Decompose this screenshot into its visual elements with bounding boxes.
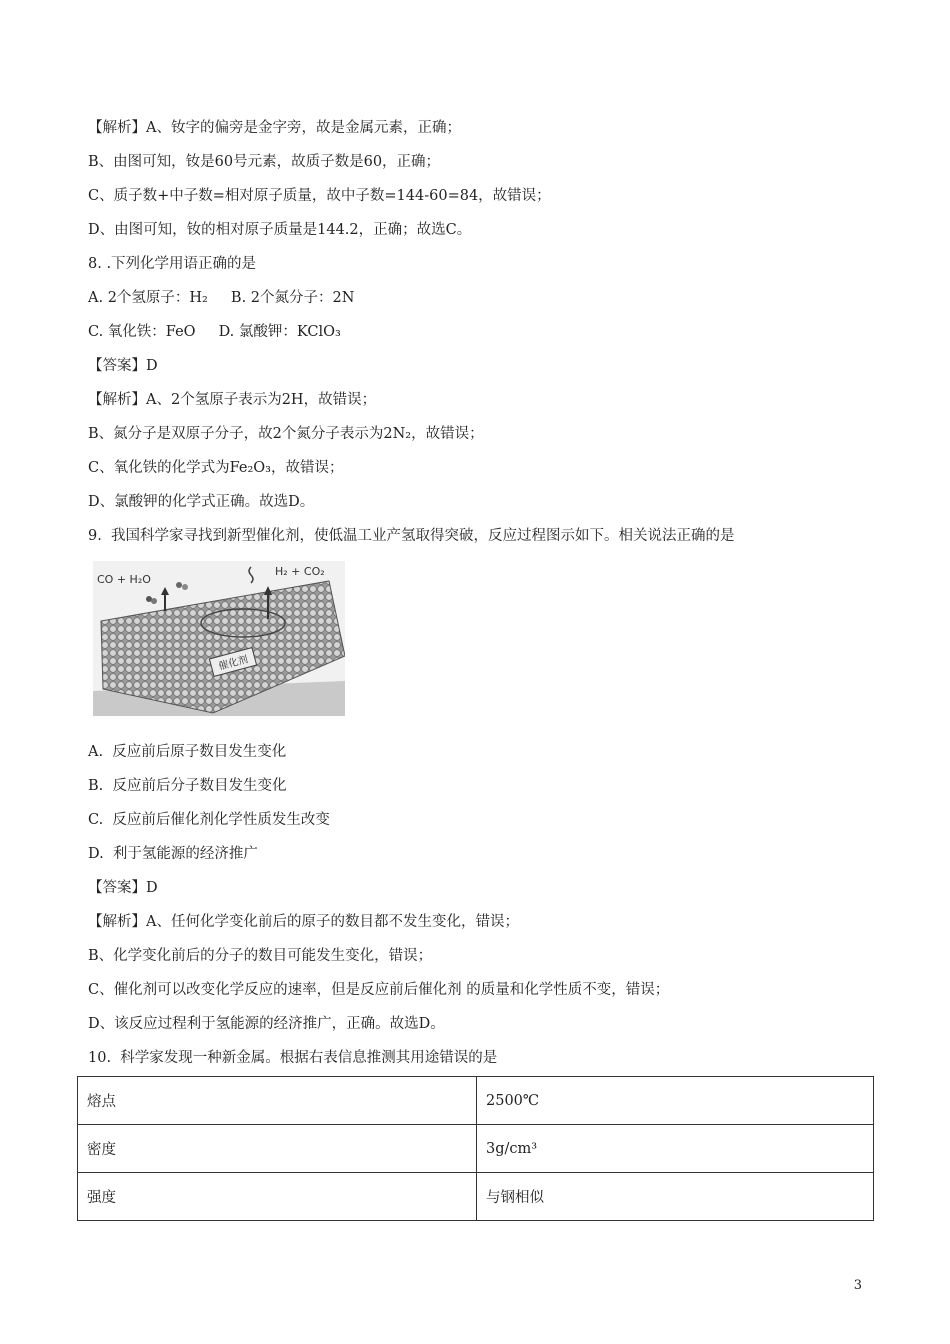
question-9-option-d: D. 利于氢能源的经济推广 [88, 846, 258, 862]
question-8-stem: 8. .下列化学用语正确的是 [88, 256, 257, 272]
line-analysis-7a: 【解析】A、钕字的偏旁是金字旁，故是金属元素，正确； [88, 120, 461, 136]
question-10-stem: 10. 科学家发现一种新金属。根据右表信息推测其用途错误的是 [88, 1050, 498, 1066]
table-cell-value: 3g/cm³ [477, 1125, 874, 1173]
catalyst-label: 催化剂 [217, 654, 250, 673]
question-9-answer: 【答案】D [88, 880, 158, 896]
question-8-options-cd: C. 氧化铁：FeO D. 氯酸钾：KClO₃ [88, 324, 341, 340]
line-analysis-9a: 【解析】A、任何化学变化前后的原子的数目都不发生变化，错误； [88, 914, 519, 930]
line-analysis-9d: D、该反应过程利于氢能源的经济推广，正确。故选D。 [88, 1016, 445, 1032]
line-analysis-8b: B、氮分子是双原子分子，故2个氮分子表示为2N₂，故错误； [88, 426, 484, 442]
table-cell-value: 2500℃ [477, 1077, 874, 1125]
question-9-option-c: C. 反应前后催化剂化学性质发生改变 [88, 812, 330, 828]
table-row [78, 1173, 874, 1221]
product-label: H₂ + CO₂ [275, 565, 325, 578]
line-analysis-8d: D、氯酸钾的化学式正确。故选D。 [88, 494, 315, 510]
question-9-option-a: A. 反应前后原子数目发生变化 [88, 744, 287, 760]
catalyst-diagram [93, 561, 345, 716]
page-number: 3 [853, 1278, 862, 1293]
table-cell-property: 密度 [78, 1125, 477, 1173]
reactant-label: CO + H₂O [97, 573, 151, 586]
question-8-options-ab: A. 2个氢原子：H₂ B. 2个氮分子：2N [88, 290, 355, 306]
table-cell-value: 与钢相似 [477, 1173, 874, 1221]
line-analysis-9c: C、催化剂可以改变化学反应的速率，但是反应前后催化剂 的质量和化学性质不变，错误； [88, 982, 670, 998]
line-analysis-7b: B、由图可知，钕是60号元素，故质子数是60，正确； [88, 154, 441, 170]
catalyst-surface-illustration [93, 561, 345, 716]
metal-properties-table [77, 1076, 874, 1221]
table-cell-property: 强度 [78, 1173, 477, 1221]
table-row [78, 1077, 874, 1125]
table-cell-property: 熔点 [78, 1077, 477, 1125]
question-9-stem: 9. 我国科学家寻找到新型催化剂，使低温工业产氢取得突破，反应过程图示如下。相关说法正确的是 [88, 528, 735, 544]
table-row [78, 1125, 874, 1173]
line-analysis-7c: C、质子数+中子数=相对原子质量，故中子数=144-60=84，故错误； [88, 188, 551, 204]
question-9-option-b: B. 反应前后分子数目发生变化 [88, 778, 287, 794]
line-analysis-9b: B、化学变化前后的分子的数目可能发生变化，错误； [88, 948, 433, 964]
line-analysis-8a: 【解析】A、2个氢原子表示为2H，故错误； [88, 392, 377, 408]
line-analysis-8c: C、氧化铁的化学式为Fe₂O₃，故错误； [88, 460, 344, 476]
line-analysis-7d: D、由图可知，钕的相对原子质量是144.2，正确；故选C。 [88, 222, 472, 238]
question-8-answer: 【答案】D [88, 358, 158, 374]
